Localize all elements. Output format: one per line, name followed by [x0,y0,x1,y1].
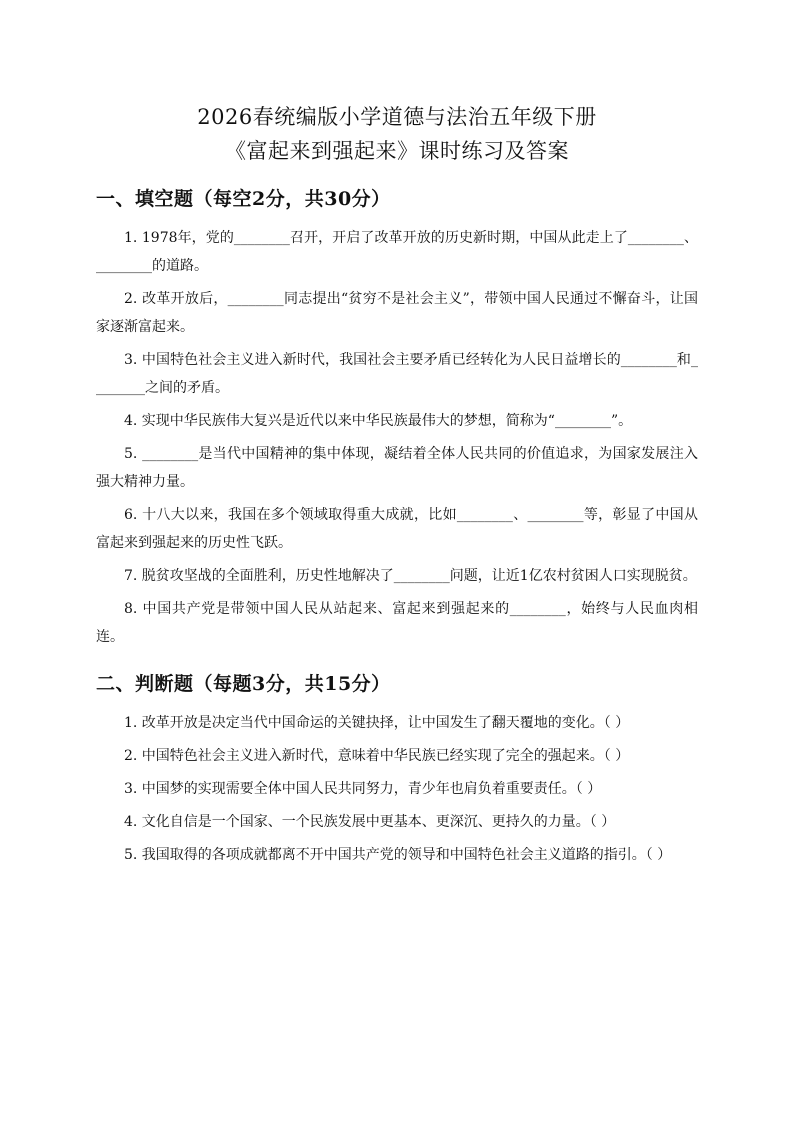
question-item: 4. 实现中华民族伟大复兴是近代以来中华民族最伟大的梦想，简称为“________”。 [124,413,633,429]
question-item: 2. 中国特色社会主义进入新时代，意味着中华民族已经实现了完全的强起来。（ ） [124,748,630,764]
section-heading: 二、判断题（每题3分，共15分） [96,673,391,695]
question-item: 7. 脱贫攻坚战的全面胜利，历史性地解决了________问题，让近1亿农村贫困人口实现脱贫。 [124,568,697,584]
question-item: 1. 1978年，党的________召开，开启了改革开放的历史新时期，中国从此走上了________、________的道路。 [96,230,698,274]
question-item: 6. 十八大以来，我国在多个领域取得重大成就，比如________、________等，彰显了中国从富起来到强起来的历史性飞跃。 [96,507,698,551]
question-item: 3. 中国梦的实现需要全体中国人民共同努力，青少年也肩负着重要责任。（ ） [124,781,602,797]
question-item: 8. 中国共产党是带领中国人民从站起来、富起来到强起来的________，始终与人民血肉相连。 [96,601,698,645]
section-fill-in-blank [96,184,698,651]
question-item: 3. 中国特色社会主义进入新时代，我国社会主要矛盾已经转化为人民日益增长的________和________之间的矛盾。 [96,352,698,396]
section-true-false [96,669,698,869]
document-title [96,100,698,168]
question-item: 5. 我国取得的各项成就都离不开中国共产党的领导和中国特色社会主义道路的指引。（ ） [124,847,672,863]
question-item: 5. ________是当代中国精神的集中体现，凝结着全体人民共同的价值追求，为国家发展注入强大精神力量。 [96,446,698,490]
question-item: 4. 文化自信是一个国家、一个民族发展中更基本、更深沉、更持久的力量。（ ） [124,814,616,830]
section-heading: 一、填空题（每空2分，共30分） [96,188,391,210]
title-line-1: 2026春统编版小学道德与法治五年级下册 [197,105,597,129]
question-item: 2. 改革开放后，________同志提出“贫穷不是社会主义”，带领中国人民通过不懈奋斗，让国家逐渐富起来。 [96,291,698,335]
title-line-2: 《富起来到强起来》课时练习及答案 [225,139,569,163]
question-item: 1. 改革开放是决定当代中国命运的关键抉择，让中国发生了翻天覆地的变化。（ ） [124,715,630,731]
